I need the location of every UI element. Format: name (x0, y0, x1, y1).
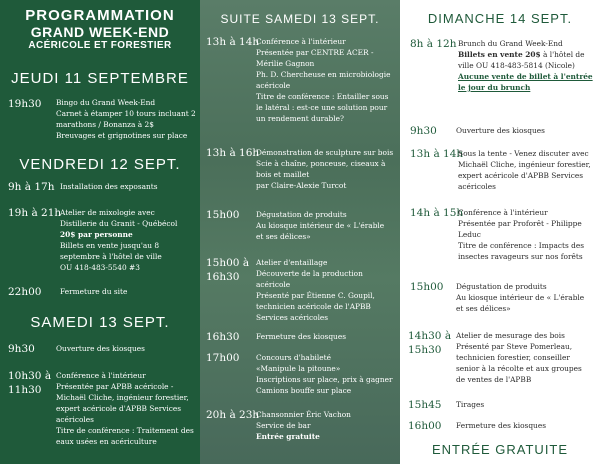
event-description: Démonstration de sculpture sur bois Scie à chaîne, ponceuse, ciseaux à bois et maillet par Claire-Alexie Turcot (256, 148, 394, 190)
event-description: Fermeture des kiosques (256, 332, 346, 341)
event-time: 13h à 16h (206, 147, 260, 159)
event-description: Bingo du Grand Week-End Carnet à étamper 10 tours incluant 2 marathons / Bonanza à 2$ Breuvages et grignotines sur place (56, 98, 196, 140)
event-time: 19h30 (8, 98, 42, 110)
poster-subtitle-2: ACÉRICOLE ET FORESTIER (28, 40, 172, 51)
day-heading-friday: VENDREDI 12 SEPT. (19, 156, 181, 173)
event-description: Ouverture des kiosques (456, 126, 545, 135)
event-description: Chansonnier Éric Vachon Service de bar Entrée gratuite (256, 410, 351, 441)
event-time: 14h30 à 15h30 (408, 330, 452, 356)
event-description: Tirages (456, 400, 485, 409)
day-heading-thursday: JEUDI 11 SEPTEMBRE (11, 70, 189, 87)
event-time: 16h30 (206, 331, 240, 343)
event-time: 15h00 (410, 281, 444, 293)
event-time: 17h00 (206, 352, 240, 364)
event-description: Dégustation de produits Au kiosque intérieur de « L'érable et ses délices» (256, 210, 385, 241)
event-description: Sous la tente - Venez discuter avec Michaël Cliche, ingénieur forestier, expert acéricole d'APBB Services acéricoles (458, 149, 591, 191)
event-time: 9h30 (410, 125, 437, 137)
event-time: 15h00 (206, 209, 240, 221)
event-description: Conférence à l'intérieur Présentée par CENTRE ACER - Mérilie Gagnon Ph. D. Chercheuse en microbiologie acéricole Titre de conférence : Entailler sous le latéral : est-ce une solution pour un rendement durable? (256, 37, 391, 123)
event-description: Dégustation de produits Au kiosque intérieur de « L'érable et ses délices» (456, 282, 585, 313)
event-description: Concours d'habileté «Manipule la pitoune» Inscriptions sur place, prix à gagner Camions bouffe sur place (256, 353, 393, 395)
event-time: 13h à 14h (206, 36, 260, 48)
event-description: Fermeture des kiosques (456, 421, 546, 430)
event-time: 22h00 (8, 286, 42, 298)
day-heading-sunday: DIMANCHE 14 SEPT. (427, 11, 573, 26)
day-heading-saturday-continued: SUITE SAMEDI 13 SEPT. (220, 12, 380, 26)
event-time: 10h30 à 11h30 (8, 370, 52, 396)
event-time: 14h à 15h (410, 207, 464, 219)
event-description: Conférence à l'intérieur Présentée par Proforêt - Philippe Leduc Titre de conférence : Impacts des insectes ravageurs sur nos forêts (458, 208, 585, 261)
event-time: 9h30 (8, 343, 35, 355)
event-time: 13h à 14h (410, 148, 464, 160)
poster-title: PROGRAMMATION (25, 7, 175, 24)
column-saturday-continued (200, 0, 400, 464)
event-description: Atelier de mesurage des bois Présenté par Steve Pomerleau, technicien forestier, conseiller senior à la récolte et aux groupes de ventes de l'APBB (456, 331, 582, 384)
column-thursday-friday-saturday (0, 0, 200, 464)
event-time: 9h à 17h (8, 181, 55, 193)
event-time: 16h00 (408, 420, 442, 432)
event-time: 8h à 12h (410, 38, 457, 50)
event-description: Atelier de mixologie avec Distillerie du Granit - Québécol 20$ par personne Billets en vente jusqu'au 8 septembre à l'hôtel de ville OU 418-483-5540 #3 (60, 208, 178, 272)
column-sunday (400, 0, 600, 464)
event-description: Ouverture des kiosques (56, 344, 145, 353)
event-time: 15h45 (408, 399, 442, 411)
event-description: Fermeture du site (60, 287, 128, 296)
event-description: Installation des exposants (60, 182, 158, 191)
event-time: 15h00 à 16h30 (206, 257, 250, 283)
event-description: Brunch du Grand Week-End Billets en vente 20$ à l'hôtel de ville OU 418-483-5814 (Nicole) Aucune vente de billet à l'entrée le jour du brunch (458, 39, 593, 92)
event-description: Conférence à l'intérieur Présentée par APBB acéricole - Michaël Cliche, ingénieur forestier, expert acéricole d'APBB Services acéricoles Titre de conférence : Traitement des eaux usées en acériculture (56, 371, 194, 446)
poster-subtitle: GRAND WEEK-END (30, 24, 170, 40)
event-description: Atelier d'entaillage Découverte de la production acéricole Présenté par Étienne C. Goupil, technicien acéricole de l'APBB Services acéricoles (256, 258, 375, 322)
free-entry-footer: ENTRÉE GRATUITE (431, 442, 569, 457)
event-time: 20h à 23h (206, 409, 260, 421)
day-heading-saturday: SAMEDI 13 SEPT. (30, 314, 170, 331)
event-time: 19h à 21h (8, 207, 62, 219)
